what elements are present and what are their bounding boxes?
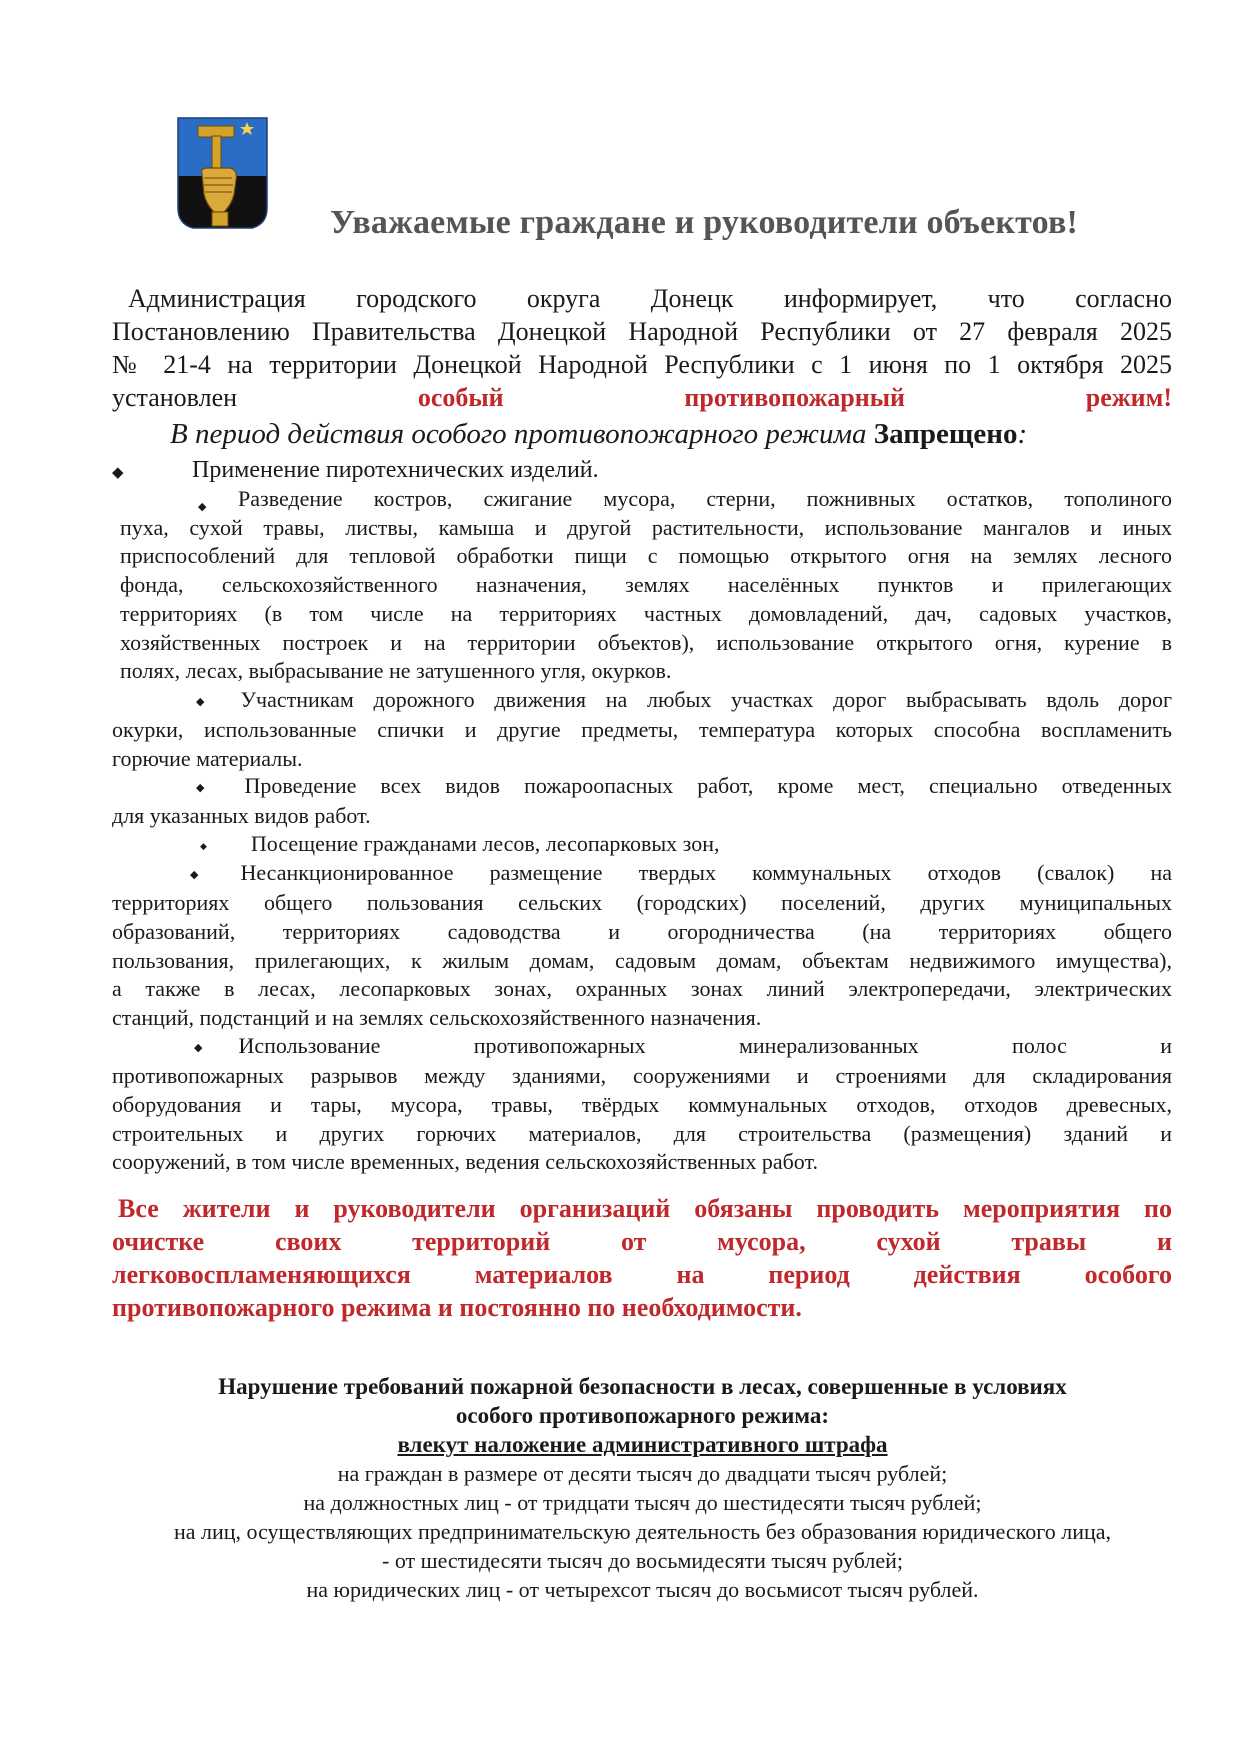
penalty-heading: особого противопожарного режима: [455, 1403, 830, 1428]
prohibited-word: Запрещено [873, 418, 1018, 450]
penalty-line: - от шестидесяти тысяч до восьмидесяти тысяч рублей; [382, 1548, 903, 1573]
intro-line: Постановлению Правительства Донецкой Народной Республики от 27 февраля 2025 [112, 317, 1172, 346]
item-line: горючие материалы. [112, 746, 303, 771]
item-line: Применение пиротехнических изделий. [192, 457, 599, 483]
prohibition-item-6 [112, 859, 1172, 1033]
prohibition-item-2 [120, 485, 1172, 686]
item-line [120, 485, 1172, 514]
prohibited-heading [170, 418, 1027, 451]
item-line: для указанных видов работ. [112, 803, 371, 829]
duty-line: очистке своих территорий от мусора, сухой травы и [112, 1227, 1172, 1256]
item-line [112, 1032, 1172, 1062]
intro-prefix: установлен [112, 383, 418, 412]
item-text: Участникам дорожного движения на любых участках дорог выбрасывать вдоль дорог [240, 687, 1172, 712]
item-line: хозяйственных построек и на территории объектов), использование открытого огня, курение в [120, 629, 1172, 655]
prohibited-colon: : [1017, 418, 1028, 450]
item-line: фонда, сельскохозяйственного назначения, землях населённых пунктов и прилегающих [120, 572, 1172, 598]
duty-line: легковоспламеняющихся материалов на период действия особого [112, 1260, 1172, 1289]
prohibited-heading-text: В период действия особого противопожарного режима [170, 418, 874, 450]
duty-paragraph [112, 1192, 1172, 1324]
prohibition-item-1 [112, 456, 599, 488]
penalty-heading: Нарушение требований пожарной безопасности в лесах, совершенные в условиях [218, 1374, 1067, 1399]
diamond-bullet-icon: ◆ [190, 868, 199, 881]
duty-line: противопожарного режима и постоянно по необходимости. [112, 1293, 802, 1322]
item-text: Посещение гражданами лесов, лесопарковых зон, [250, 831, 720, 856]
penalty-line: на юридических лиц - от четырехсот тысяч до восьмисот тысяч рублей. [306, 1577, 979, 1602]
penalty-line: на должностных лиц - от тридцати тысяч до шестидесяти тысяч рублей; [303, 1490, 982, 1515]
item-line: окурки, использованные спички и другие предметы, температура которых способна воспламенить [112, 717, 1172, 743]
item-line: а также в лесах, лесопарковых зонах, охранных зонах линий электропередачи, электрических [112, 976, 1172, 1002]
item-line: оборудования и тары, мусора, травы, твёрдых коммунальных отходов, отходов древесных, [112, 1092, 1172, 1117]
item-line: территориях общего пользования сельских (городских) поселений, других муниципальных [112, 890, 1172, 916]
diamond-bullet-icon: ◆ [194, 1041, 203, 1054]
duty-line: Все жители и руководители организаций обязаны проводить мероприятия по [118, 1194, 1172, 1223]
item-line: территориях (в том числе на территориях частных домовладений, дач, садовых участков, [120, 600, 1172, 626]
prohibition-item-3 [112, 686, 1172, 774]
intro-paragraph [112, 282, 1172, 414]
penalty-line: на граждан в размере от десяти тысяч до двадцати тысяч рублей; [337, 1461, 948, 1486]
item-text: Несанкционированное размещение твердых коммунальных отходов (свалок) на [240, 860, 1172, 885]
item-text: Проведение всех видов пожароопасных работ, кроме мест, специально отведенных [244, 773, 1172, 798]
page-title: Уважаемые граждане и руководители объектов! [330, 204, 1079, 241]
diamond-bullet-icon: ◆ [196, 695, 205, 708]
intro-line [112, 381, 1172, 414]
item-line: полях, лесах, выбрасывание не затушенного угля, окурков. [120, 658, 672, 684]
item-line: пользования, прилегающих, к жилым домам, садовым домам, объектам недвижимого имущества), [112, 947, 1172, 973]
item-text: Разведение костров, сжигание мусора, стерни, пожнивных остатков, тополиного [238, 486, 1172, 511]
item-line: станций, подстанций и на землях сельскохозяйственного назначения. [112, 1005, 762, 1031]
item-line: сооружений, в том числе временных, ведения сельскохозяйственных работ. [112, 1149, 818, 1175]
prohibition-item-7 [112, 1032, 1172, 1177]
diamond-bullet-icon: ◆ [196, 781, 205, 794]
regime-highlight: особый противопожарный режим! [417, 383, 1172, 412]
penalty-line: на лиц, осуществляющих предпринимательскую деятельность без образования юридического лица, [173, 1519, 1112, 1544]
item-text: Использование противопожарных минерализованных полос и [238, 1033, 1172, 1058]
item-line [112, 830, 1172, 860]
prohibition-item-4 [112, 772, 1172, 831]
intro-line: Администрация городского округа Донецк информирует, что согласно [128, 284, 1172, 313]
diamond-bullet-icon: ◆ [198, 501, 207, 513]
item-line: приспособлений для тепловой обработки пищи с помощью открытого огня на землях лесного [120, 543, 1172, 569]
donetsk-coat-of-arms-icon [176, 116, 269, 230]
item-line: образований, территориях садоводства и огородничества (на территориях общего [112, 919, 1172, 944]
penalty-subheading: влекут наложение административного штрафа [397, 1432, 888, 1457]
item-line: пуха, сухой травы, листвы, камыша и другой растительности, использование мангалов и иных [120, 514, 1172, 540]
item-line: противопожарных разрывов между зданиями, сооружениями и строениями для складирования [112, 1063, 1172, 1089]
item-line: строительных и других горючих материалов, для строительства (размещения) зданий и [112, 1120, 1172, 1146]
diamond-bullet-icon: ◆ [112, 465, 124, 481]
prohibition-item-5 [112, 830, 1172, 860]
diamond-bullet-icon: ◆ [200, 840, 207, 851]
intro-line: № 21-4 на территории Донецкой Народной Республики с 1 июня по 1 октября 2025 [112, 350, 1172, 379]
item-line [112, 772, 1172, 802]
penalty-section [100, 1372, 1185, 1604]
item-line [112, 686, 1172, 716]
item-line [112, 859, 1172, 889]
